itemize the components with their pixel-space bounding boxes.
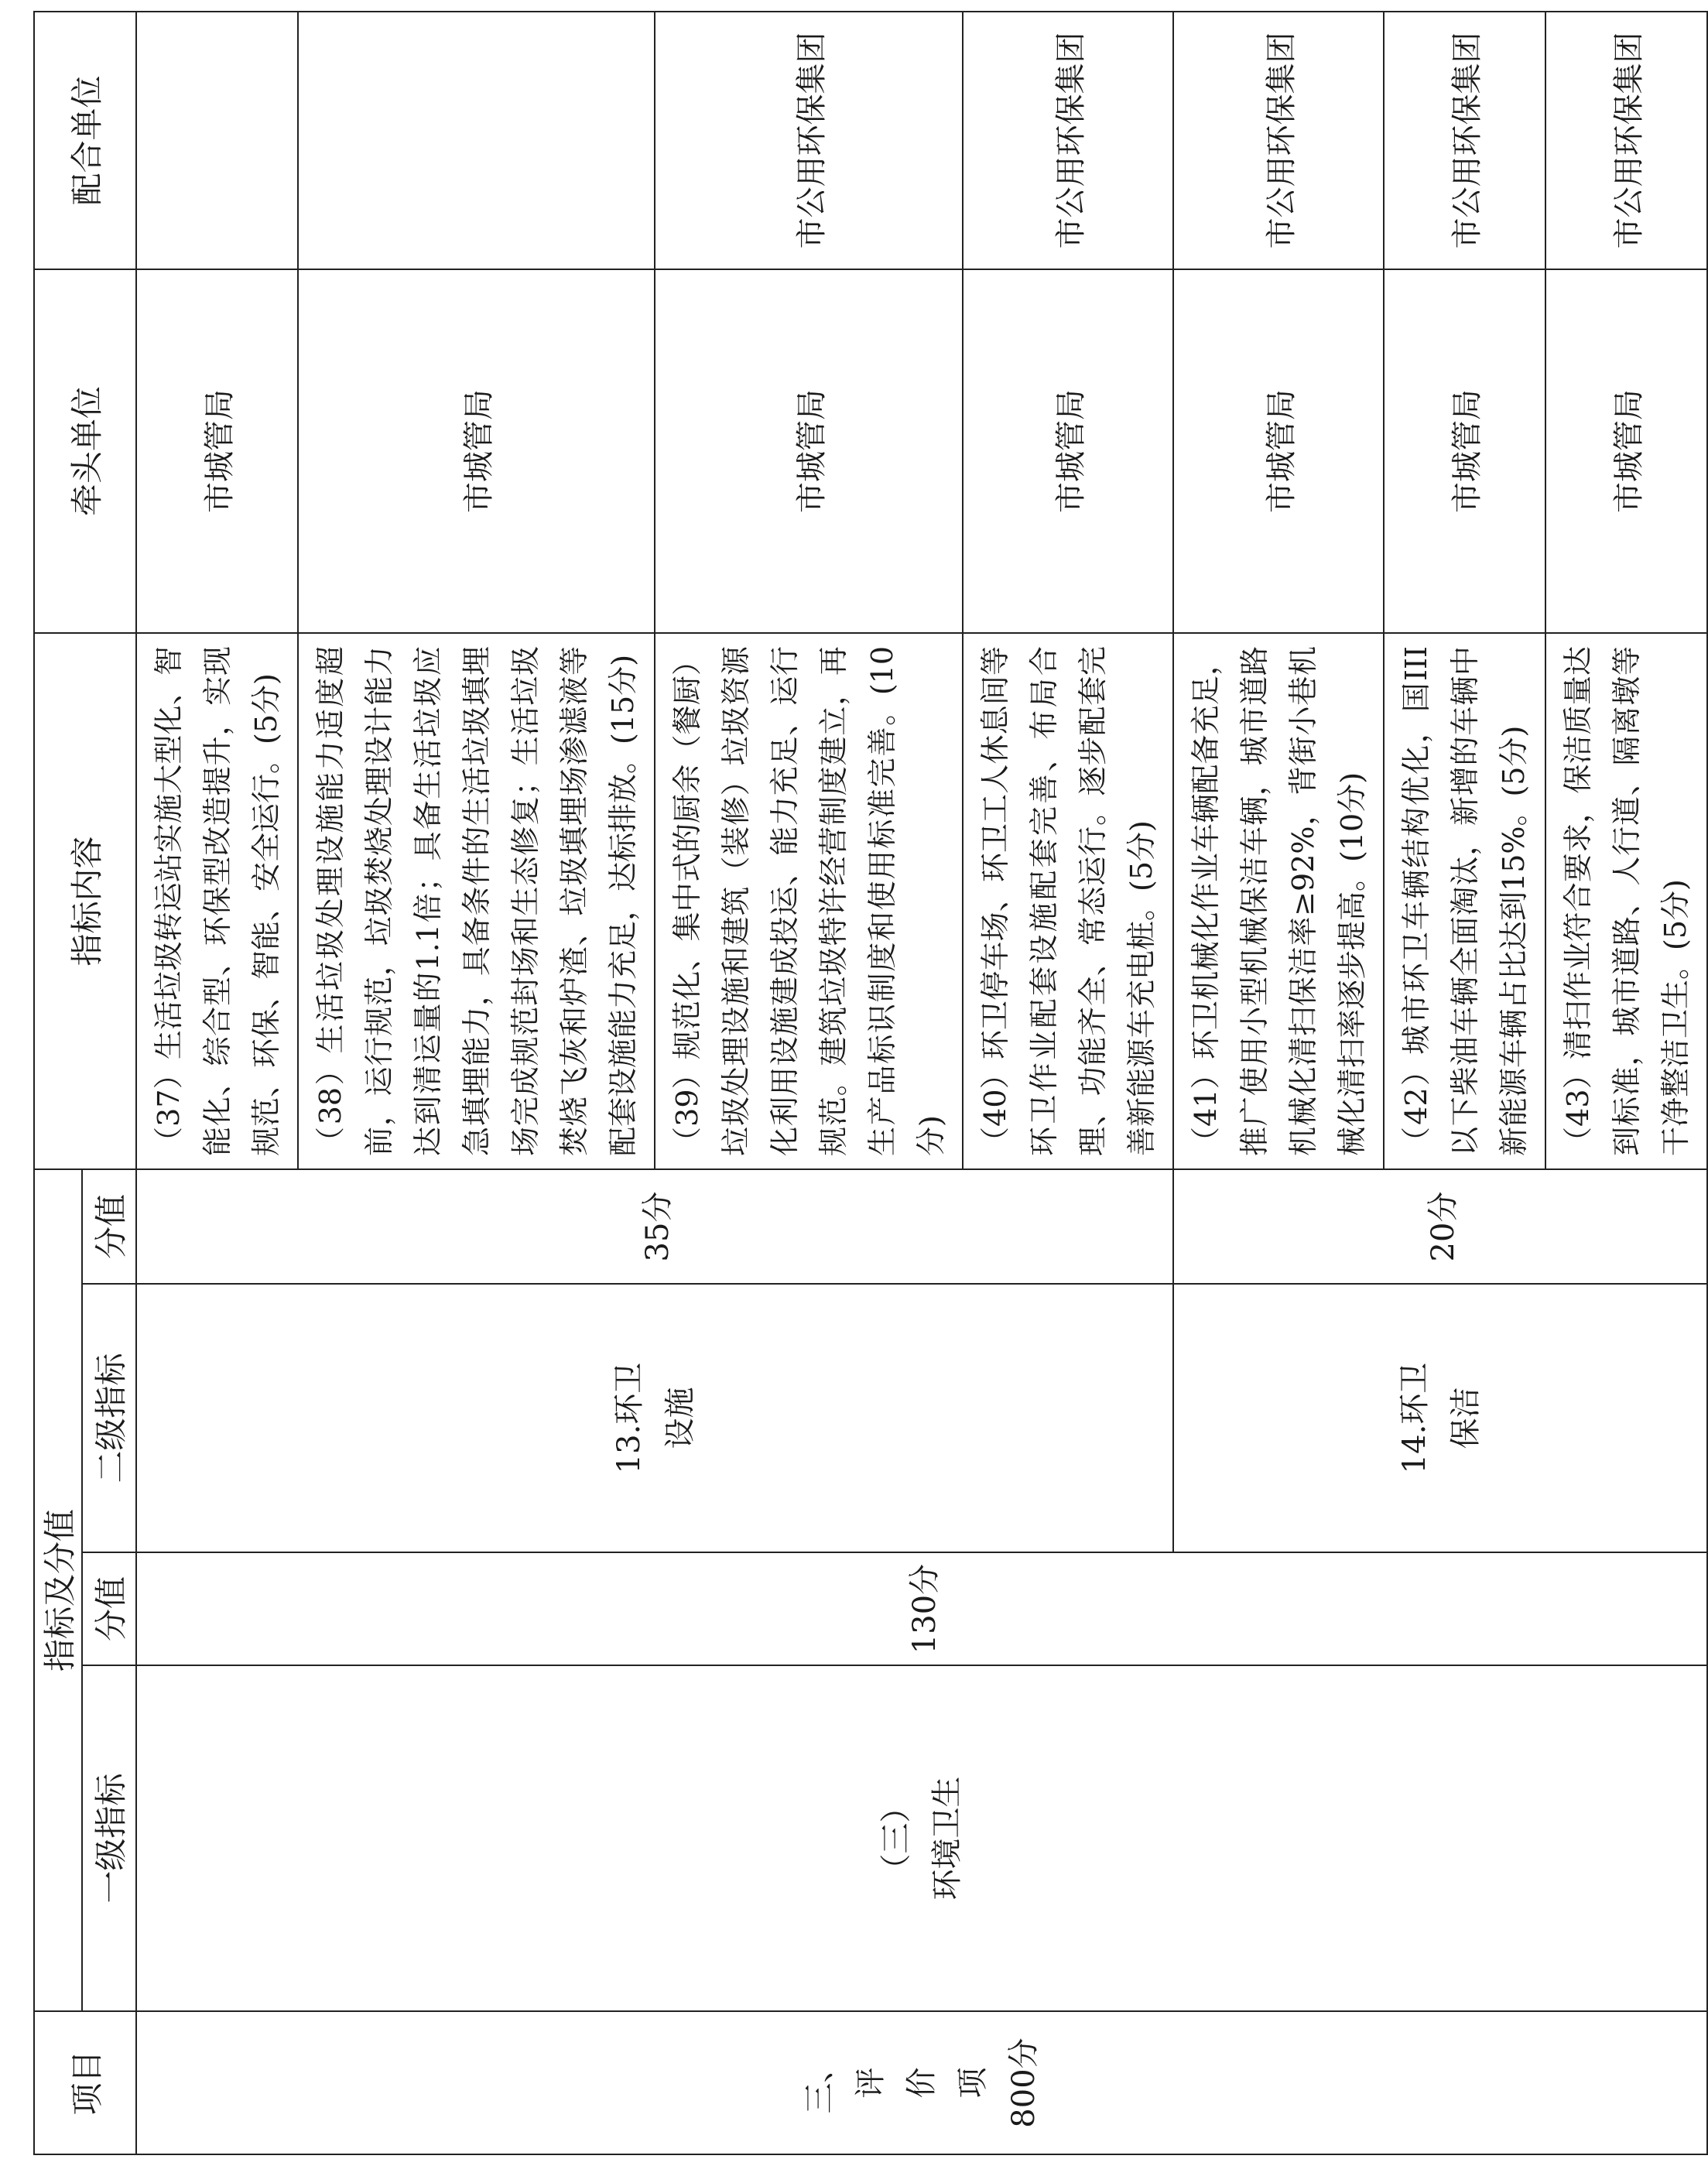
header-score2: 分值 [82,1169,136,1284]
header-content: 指标内容 [34,633,136,1169]
content-cell: （42）城市环卫车辆结构优化，国III以下柴油车辆全面淘汰，新增的车辆中新能源车辆占比达到15%。(5分) [1384,633,1545,1169]
header-level1: 一级指标 [82,1665,136,2011]
lead-unit: 市城管局 [1545,269,1707,633]
level2-line: 设施 [662,1387,698,1449]
header-score1: 分值 [82,1552,136,1665]
level2-line: 13.环卫 [611,1362,647,1474]
project-line: 800分 [1006,2038,1042,2128]
header-assist-unit: 配合单位 [34,12,136,269]
project-line: 项 [955,2067,991,2099]
lead-unit: 市城管局 [655,269,963,633]
assist-unit [136,12,298,269]
content-cell: （39）规范化、集中式的厨余（餐厨）垃圾处理设施和建筑（装修）垃圾资源化利用设施建成投运、能力充足、运行规范。建筑垃圾特许经营制度建立，再生产品标识制度和使用标准完善。(10分) [655,633,963,1169]
level1-line: 环境卫生 [929,1776,965,1901]
assist-unit: 市公用环保集团 [655,12,963,269]
table-row [136,12,298,2154]
level1-score: 130分 [136,1552,1707,1665]
level1-line: （三） [878,1791,914,1885]
level2-line: 保洁 [1448,1387,1484,1449]
assist-unit: 市公用环保集团 [1384,12,1545,269]
lead-unit: 市城管局 [136,269,298,633]
header-lead-unit: 牵头单位 [34,269,136,633]
level2-cell [1173,1284,1707,1552]
assist-unit [298,12,655,269]
lead-unit: 市城管局 [963,269,1173,633]
header-indicators-and-scores: 指标及分值 [34,1169,82,2011]
project-line: 评 [853,2067,888,2099]
content-cell: （43）清扫作业符合要求，保洁质量达到标准，城市道路、人行道、隔离墩等干净整洁卫生。(5分) [1545,633,1707,1169]
level2-score: 35分 [136,1169,1173,1284]
level1-cell [136,1665,1707,2011]
header-project: 项目 [34,2011,136,2154]
level2-cell [136,1284,1173,1552]
content-cell: （37）生活垃圾转运站实施大型化、智能化、综合型、环保型改造提升，实现规范、环保、智能、安全运行。(5分) [136,633,298,1169]
project-line: 价 [904,2067,940,2099]
assist-unit: 市公用环保集团 [1173,12,1384,269]
evaluation-table [33,11,1708,2155]
assist-unit: 市公用环保集团 [963,12,1173,269]
project-line: 三、 [802,2051,837,2114]
content-cell: （40）环卫停车场、环卫工人休息间等环卫作业配套设施配套完善、布局合理、功能齐全、常态运行。逐步配套完善新能源车充电桩。(5分) [963,633,1173,1169]
header-level2: 二级指标 [82,1284,136,1552]
assist-unit: 市公用环保集团 [1545,12,1707,269]
content-cell: （38）生活垃圾处理设施能力适度超前，运行规范，垃圾焚烧处理设计能力达到清运量的1.1倍；具备生活垃圾应急填埋能力，具备条件的生活垃圾填埋场完成规范封场和生态修复；生活垃圾焚烧飞灰和炉渣、垃圾填埋场渗滤液等配套设施能力充足，达标排放。(15分) [298,633,655,1169]
lead-unit: 市城管局 [298,269,655,633]
lead-unit: 市城管局 [1384,269,1545,633]
content-cell: （41）环卫机械化作业车辆配备充足，推广使用小型机械保洁车辆，城市道路机械化清扫保洁率≥92%，背街小巷机械化清扫率逐步提高。(10分) [1173,633,1384,1169]
level2-score: 20分 [1173,1169,1707,1284]
project-cell [136,2011,1707,2154]
lead-unit: 市城管局 [1173,269,1384,633]
level2-line: 14.环卫 [1397,1362,1432,1474]
